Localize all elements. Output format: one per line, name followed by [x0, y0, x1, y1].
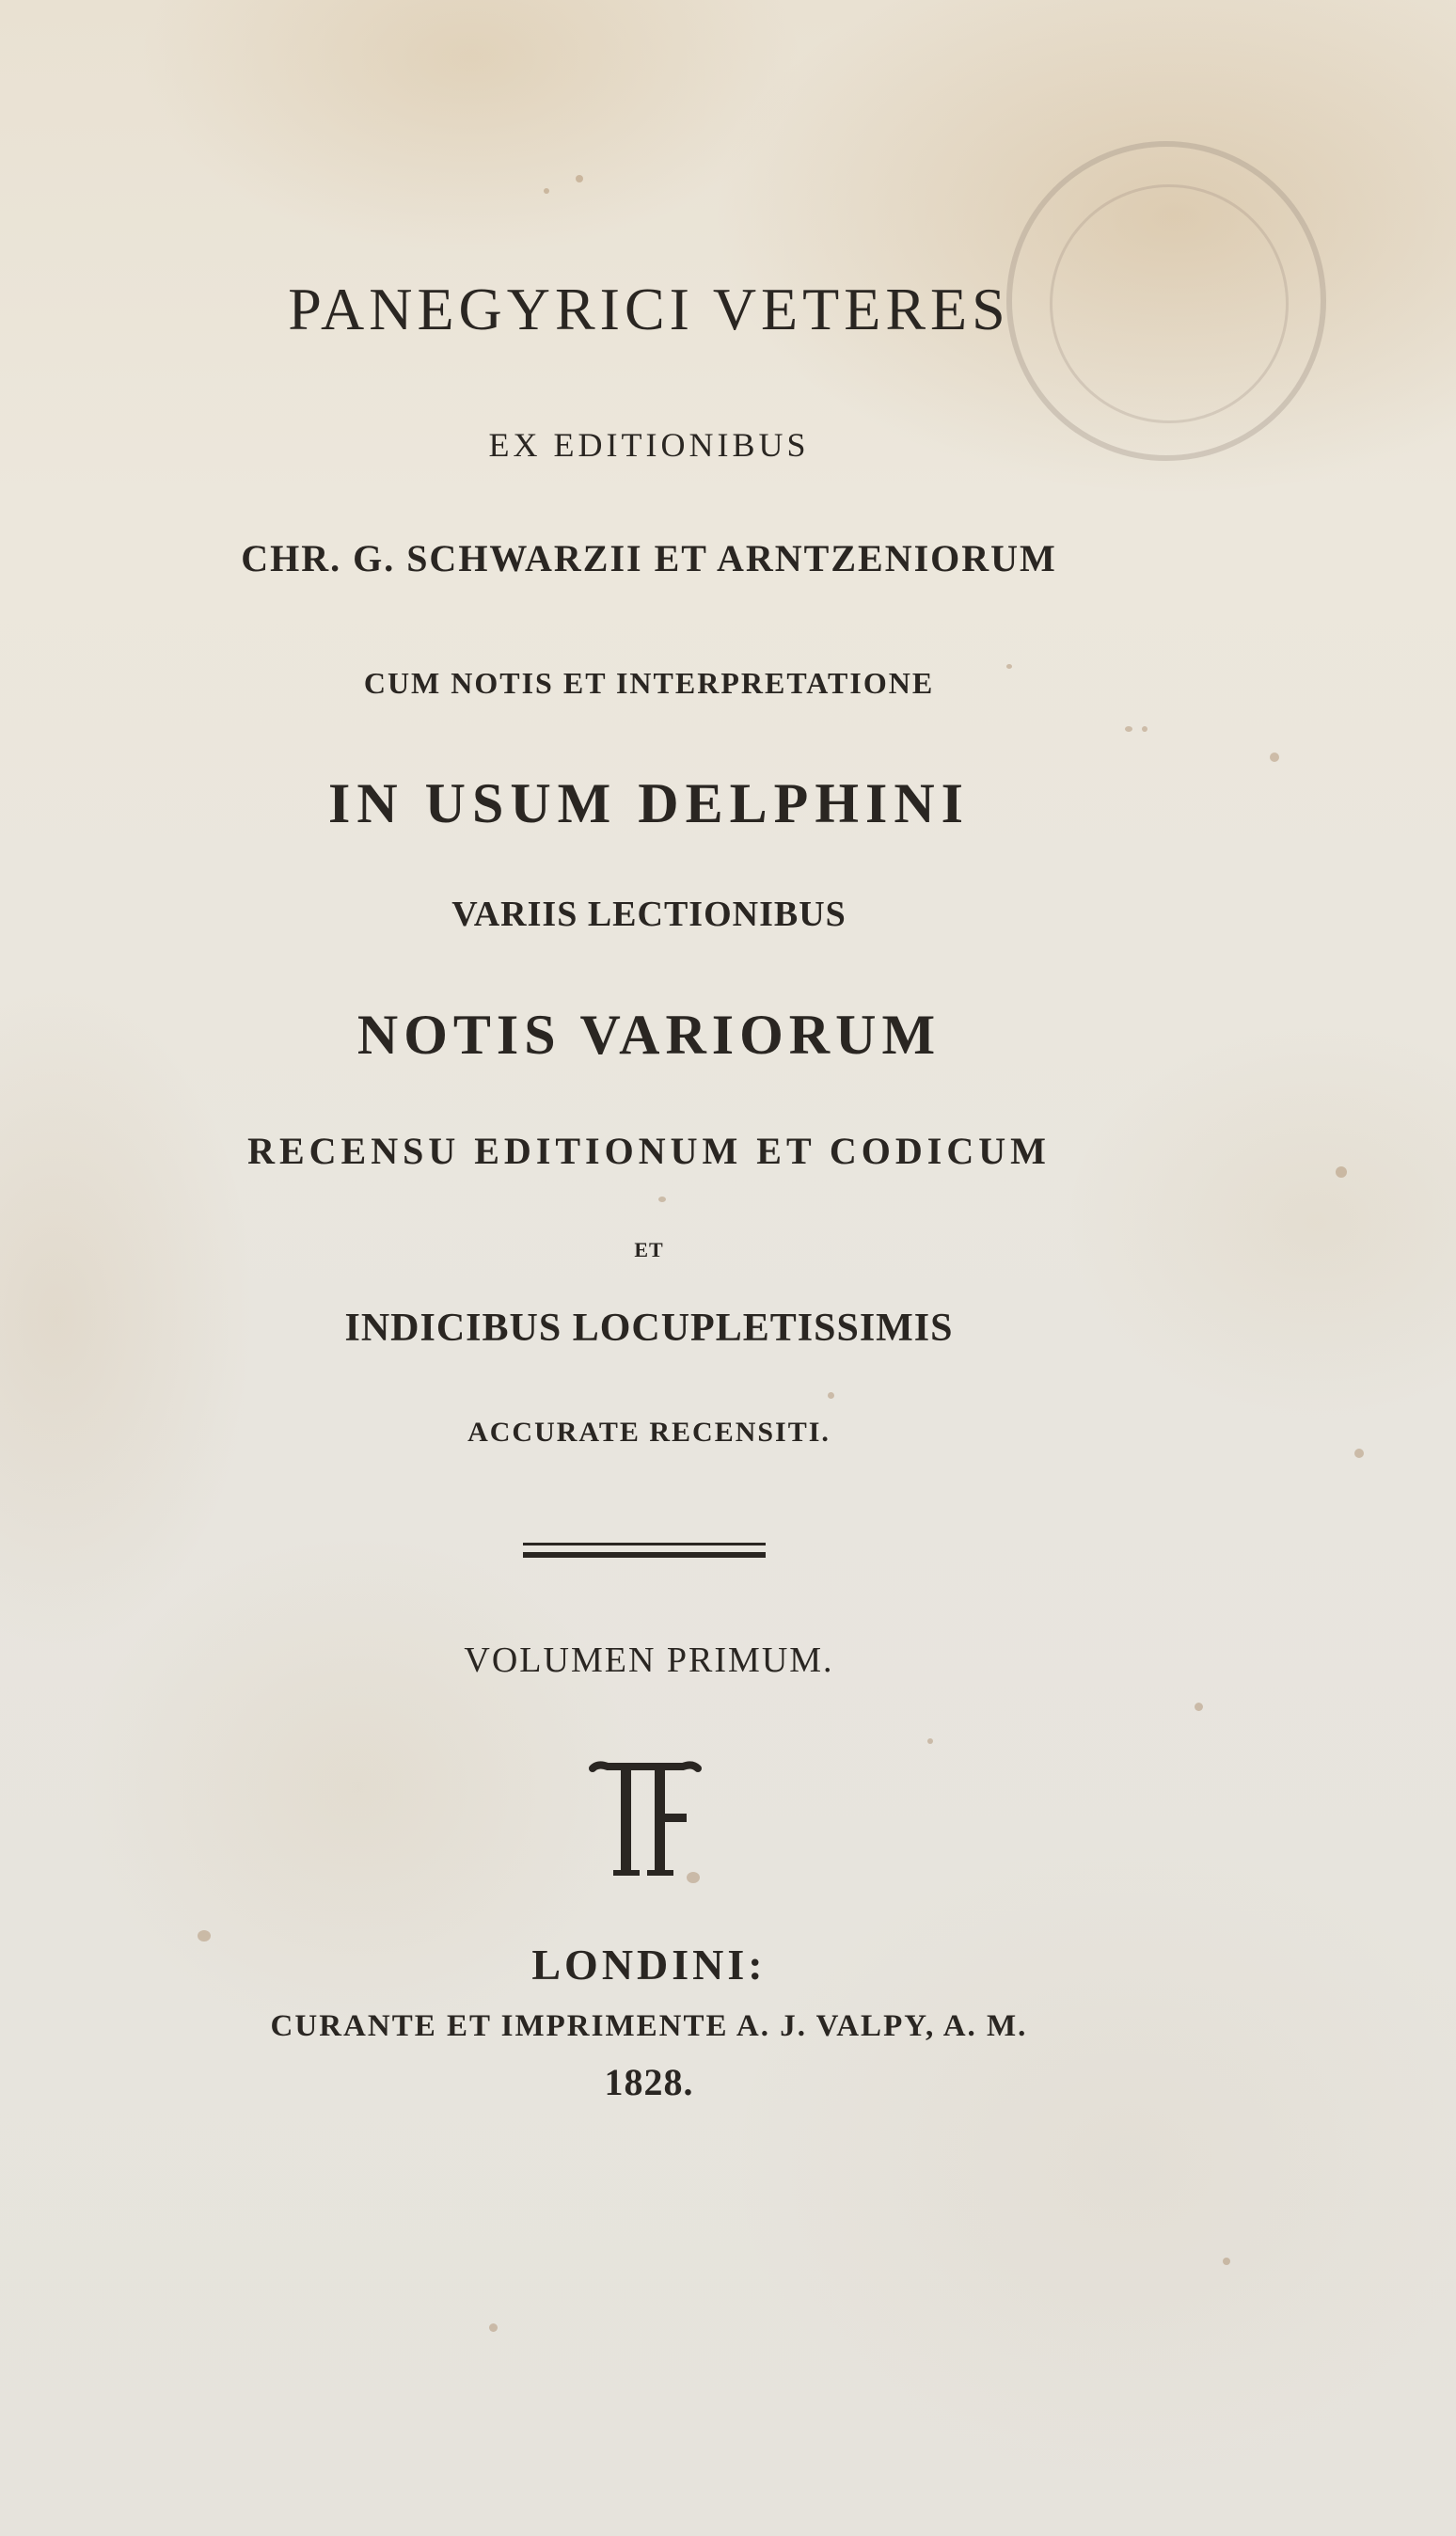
notes-line: CUM NOTIS ET INTERPRETATIONE — [363, 666, 935, 700]
variis-lectionibus: VARIIS LECTIONIBUS — [451, 895, 847, 934]
printer-monogram-icon — [589, 1759, 702, 1881]
accurate-recensiti: ACCURATE RECENSITI. — [467, 1417, 831, 1448]
book-title: PANEGYRICI VETERES — [288, 276, 1010, 342]
volume-label: VOLUMEN PRIMUM. — [464, 1640, 834, 1680]
double-rule-top — [523, 1543, 766, 1545]
indicibus-line: INDICIBUS LOCUPLETISSIMIS — [344, 1307, 954, 1350]
double-rule-bottom — [523, 1552, 766, 1558]
imprint-printer: CURANTE ET IMPRIMENTE A. J. VALPY, A. M. — [270, 2009, 1028, 2043]
imprint-place: LONDINI: — [531, 1941, 767, 1989]
imprint-year: 1828. — [604, 2061, 694, 2103]
subtitle-ex-editionibus: EX EDITIONIBUS — [488, 426, 810, 464]
et-line: ET — [634, 1238, 664, 1261]
recensu-line: RECENSU EDITIONUM ET CODICUM — [247, 1130, 1051, 1172]
in-usum-delphini: IN USUM DELPHINI — [327, 772, 971, 834]
notis-variorum: NOTIS VARIORUM — [356, 1004, 942, 1066]
editors-line: CHR. G. SCHWARZII ET ARNTZENIORUM — [241, 537, 1057, 579]
